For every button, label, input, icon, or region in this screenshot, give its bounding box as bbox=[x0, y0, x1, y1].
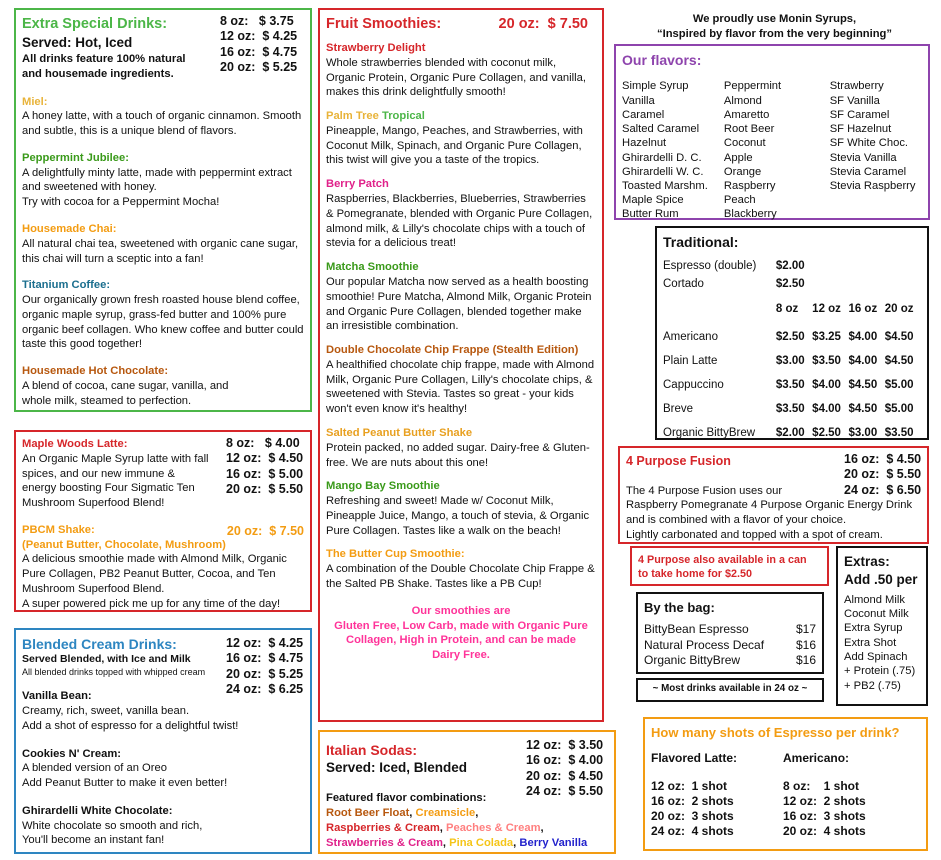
traditional-row bbox=[663, 421, 921, 445]
flavor-item: Stevia Raspberry bbox=[829, 180, 916, 192]
flavor-item: Maple Spice bbox=[622, 194, 684, 207]
extras-item: + PB2 (.75) bbox=[844, 679, 901, 692]
cortado-row bbox=[663, 275, 921, 293]
blended-item bbox=[22, 747, 304, 791]
blended-served: Served Blended, with Ice and Milk bbox=[22, 653, 191, 666]
flavor-item: Vanilla bbox=[622, 94, 655, 107]
shots-title: How many shots of Espresso per drink? bbox=[651, 725, 900, 740]
italian-combo-label: Featured flavor combinations: bbox=[326, 792, 487, 805]
extras-item: Add Spinach bbox=[844, 650, 908, 663]
smoothie-item bbox=[326, 343, 596, 417]
flavor-item: Raspberry bbox=[723, 180, 776, 192]
smoothie-item-name bbox=[326, 426, 596, 441]
espresso-label: Espresso (double) bbox=[663, 259, 757, 272]
smoothie-item-desc: Our popular Matcha now served as a health boosting smoothie! Pure Matcha, Almond Milk, Organic Protein and Organic Pure Collagen, blended together make an irresistible combination. bbox=[326, 275, 592, 333]
extra-item bbox=[22, 151, 304, 210]
smoothie-name-part: Strawberry Delight bbox=[326, 42, 426, 54]
smoothies-title: Fruit Smoothies: bbox=[326, 16, 442, 32]
extras-item: Coconut Milk bbox=[844, 607, 909, 620]
smoothie-item-desc: Raspberries, Blackberries, Blueberries, Strawberries & Pomegranate, blended with Organic Pure Collagen, almond milk, & Lilly's chocolate chips with a touch of stevia for a delicious treat! bbox=[326, 193, 593, 250]
smoothie-item-desc: A healthified chocolate chip frappe, made with Almond Milk, Organic Pure Collagen, Lilly's chocolate chips, & sweetened with Stevia. Tastes so great - your kids won't even know it's healthy! bbox=[326, 358, 595, 416]
traditional-price: $2.00 bbox=[775, 426, 805, 439]
can-box bbox=[630, 546, 829, 586]
pbcm-section bbox=[22, 523, 304, 612]
smoothie-item bbox=[326, 479, 596, 538]
smoothie-name-part: Berry Patch bbox=[326, 178, 389, 191]
traditional-drink: Americano bbox=[663, 330, 718, 343]
blended-item-name: Vanilla Bean: bbox=[22, 690, 92, 703]
extra-special-served: Served: Hot, Iced bbox=[22, 35, 133, 51]
fusion-prices: 16 oz: $ 4.50 20 oz: $ 5.50 24 oz: $ 6.50 bbox=[844, 452, 922, 497]
traditional-price: $4.00 bbox=[812, 378, 841, 391]
monin-line1: We proudly use Monin Syrups, bbox=[692, 13, 857, 25]
flavor-item: SF White Choc. bbox=[829, 137, 909, 150]
smoothie-item-desc: Whole strawberries blended with coconut milk, Organic Protein, Organic Pure Collagen, and vanilla, makes this drink delightfully smooth! bbox=[326, 56, 586, 99]
smoothie-item-name bbox=[326, 177, 596, 192]
extras-item: Extra Syrup bbox=[844, 622, 903, 635]
bag-item bbox=[644, 638, 816, 653]
smoothie-name-part: The Butter Cup Smoothie: bbox=[326, 548, 465, 561]
smoothies-price: 20 oz: $ 7.50 bbox=[498, 16, 588, 32]
flavor-item: Simple Syrup bbox=[622, 80, 689, 93]
italian-prices: 12 oz: $ 3.50 16 oz: $ 4.00 20 oz: $ 4.50 24 oz: $ 5.50 bbox=[526, 738, 604, 798]
smoothie-item bbox=[326, 426, 596, 470]
smoothie-items bbox=[326, 41, 596, 592]
size-header: 8 oz bbox=[775, 302, 799, 315]
shots-columns bbox=[651, 751, 920, 839]
traditional-drink: Organic BittyBrew bbox=[663, 426, 756, 439]
smoothie-name-part: Palm Tree bbox=[326, 110, 382, 123]
flavors-title: Our flavors: bbox=[622, 52, 702, 68]
blended-items bbox=[22, 689, 304, 848]
extras-item: Almond Milk bbox=[844, 593, 905, 606]
extras-box bbox=[836, 546, 928, 706]
flavor-item: Blackberry bbox=[723, 208, 777, 221]
shots-col-americano bbox=[783, 751, 866, 839]
italian-combo: Pina Colada bbox=[449, 836, 514, 849]
traditional-price: $4.50 bbox=[884, 354, 914, 367]
blended-item-desc: A blended version of an Oreo Add Peanut Butter to make it even better! bbox=[22, 762, 228, 790]
pbcm-title: PBCM Shake: bbox=[22, 523, 95, 536]
can-text: 4 Purpose also available in a can to take home for $2.50 bbox=[638, 554, 807, 581]
traditional-price: $2.50 bbox=[775, 330, 805, 343]
smoothie-item bbox=[326, 177, 596, 251]
flavor-item: Stevia Vanilla bbox=[829, 151, 897, 164]
flavors-col-3 bbox=[830, 79, 922, 221]
flavor-item: Hazelnut bbox=[622, 137, 667, 150]
extra-special-items bbox=[22, 95, 304, 409]
flavor-item: Peppermint bbox=[723, 80, 782, 93]
shots-col2-title: Americano: bbox=[783, 751, 850, 766]
blended-note: All blended drinks topped with whipped cream bbox=[22, 667, 206, 678]
fusion-title: 4 Purpose Fusion bbox=[626, 454, 731, 468]
flavor-item: Ghirardelli W. C. bbox=[622, 165, 704, 178]
traditional-drink: Plain Latte bbox=[663, 354, 718, 367]
smoothie-item-name bbox=[326, 41, 596, 56]
traditional-price: $5.00 bbox=[884, 378, 914, 391]
blended-title: Blended Cream Drinks: bbox=[22, 636, 177, 652]
bag-note: ~ Most drinks available in 24 oz ~ bbox=[652, 683, 808, 694]
smoothie-name-part: Salted Peanut Butter Shake bbox=[326, 426, 473, 439]
flavor-item: SF Vanilla bbox=[829, 94, 880, 107]
blended-item-name: Cookies N' Cream: bbox=[22, 747, 122, 760]
shots-col2-list bbox=[783, 779, 866, 839]
bag-title: By the bag: bbox=[644, 600, 715, 615]
traditional-price: $3.50 bbox=[775, 378, 805, 391]
shots-americano-row: 8 oz: 1 shot bbox=[783, 778, 860, 793]
smoothie-item bbox=[326, 547, 596, 591]
italian-combo: , bbox=[409, 807, 416, 820]
traditional-table bbox=[663, 257, 921, 445]
extras-item: + Protein (.75) bbox=[844, 665, 916, 678]
shots-col1-title: Flavored Latte: bbox=[651, 751, 738, 766]
fusion-desc: The 4 Purpose Fusion uses our Raspberry Pomegranate 4 Purpose Organic Energy Drink and is combined with a flavor of your choice. Lightly carbonated and topped with a spot of cream. bbox=[626, 484, 913, 541]
traditional-price: $3.25 bbox=[812, 330, 841, 343]
flavor-item: SF Caramel bbox=[829, 108, 890, 121]
shots-col-latte bbox=[651, 751, 783, 839]
italian-combo: Creamsicle bbox=[415, 807, 476, 820]
blended-item-desc: White chocolate so smooth and rich, You'll become an instant fan! bbox=[22, 819, 203, 847]
extra-special-note: All drinks feature 100% natural and housemade ingredients. bbox=[22, 52, 186, 80]
extra-special-prices: 8 oz: $ 3.75 12 oz: $ 4.25 16 oz: $ 4.75 20 oz: $ 5.25 bbox=[220, 14, 298, 74]
flavor-item: SF Hazelnut bbox=[829, 123, 892, 136]
italian-combos bbox=[326, 806, 608, 850]
bag-item-price: $16 bbox=[795, 637, 816, 652]
flavor-item: Orange bbox=[723, 165, 762, 178]
flavors-box bbox=[614, 44, 930, 220]
flavor-item: Coconut bbox=[723, 137, 766, 150]
bag-note-box bbox=[636, 678, 824, 702]
traditional-price: $4.50 bbox=[884, 330, 914, 343]
traditional-row bbox=[663, 325, 921, 349]
bag-box bbox=[636, 592, 824, 674]
extra-item-desc: A honey latte, with a touch of organic cinnamon. Smooth and subtle, this is a unique blend of flavors. bbox=[22, 110, 302, 138]
traditional-drink: Cappuccino bbox=[663, 378, 724, 391]
italian-combo: , bbox=[475, 807, 479, 820]
extra-item bbox=[22, 95, 304, 139]
extra-item-name: Peppermint Jubilee: bbox=[22, 151, 129, 164]
monin-line2: “Inspired by flavor from the very beginning” bbox=[657, 27, 892, 40]
traditional-row bbox=[663, 349, 921, 373]
flavor-item: Apple bbox=[723, 151, 753, 164]
smoothie-item bbox=[326, 260, 596, 334]
flavors-col-2 bbox=[724, 79, 830, 221]
italian-served: Served: Iced, Blended bbox=[326, 760, 468, 776]
traditional-price: $5.00 bbox=[884, 402, 914, 415]
shots-col1-list bbox=[651, 779, 783, 839]
extras-subtitle: Add .50 per bbox=[844, 571, 918, 587]
maple-title: Maple Woods Latte: bbox=[22, 438, 128, 450]
smoothie-item-desc: Protein packed, no added sugar. Dairy-free & Gluten-free. We are nuts about this one! bbox=[326, 441, 590, 469]
blended-item bbox=[22, 804, 304, 848]
maple-desc: An Organic Maple Syrup latte with fall spices, and our new immune & energy boosting Four Sigmatic Ten Mushroom Superfood Blend! bbox=[22, 452, 209, 510]
extra-item-desc: All natural chai tea, sweetened with organic cane sugar, this chai will turn a sceptic into a fan! bbox=[22, 237, 299, 265]
flavor-item: Toasted Marshm. bbox=[622, 180, 708, 192]
fusion-box bbox=[618, 446, 929, 544]
blended-box bbox=[14, 628, 312, 854]
italian-box bbox=[318, 730, 616, 854]
blended-item-name: Ghirardelli White Chocolate: bbox=[22, 804, 173, 817]
smoothie-name-part: Double Chocolate Chip Frappe (Stealth Edition) bbox=[326, 344, 579, 357]
traditional-row bbox=[663, 373, 921, 397]
pbcm-subtitle: (Peanut Butter, Chocolate, Mushroom) bbox=[22, 538, 226, 551]
smoothie-item bbox=[326, 109, 596, 168]
smoothie-item-name bbox=[326, 343, 596, 358]
bag-item-name: BittyBean Espresso bbox=[644, 622, 749, 637]
bag-item-price: $17 bbox=[795, 622, 816, 637]
extra-item-desc: Our organically grown fresh roasted house blend coffee, organic maple syrup, grass-fed butter and 100% pure organic beef collagen. Who knew coffee and butter could taste this good together! bbox=[22, 294, 304, 351]
smoothie-item-name bbox=[326, 109, 596, 124]
flavor-item: Stevia Caramel bbox=[829, 165, 907, 178]
bag-item bbox=[644, 653, 816, 668]
size-header: 12 oz bbox=[812, 302, 841, 315]
smoothie-item-name bbox=[326, 260, 596, 275]
shots-box bbox=[643, 717, 928, 851]
italian-combo: Strawberries & Cream bbox=[326, 836, 443, 849]
traditional-price: $4.00 bbox=[848, 330, 878, 343]
italian-combo: , bbox=[442, 836, 450, 849]
smoothie-item-name bbox=[326, 547, 596, 562]
traditional-drink: Breve bbox=[663, 402, 694, 415]
italian-combo: Peaches & Cream bbox=[446, 821, 541, 834]
pbcm-desc: A delicious smoothie made with Almond Milk, Organic Pure Collagen, PB2 Peanut Butter, Cocoa, and Ten Mushroom Superfood Blend. A super powered pick me up for any time of the day! bbox=[22, 553, 287, 610]
flavor-item: Salted Caramel bbox=[622, 123, 700, 136]
cortado-label: Cortado bbox=[663, 277, 704, 290]
traditional-price: $3.50 bbox=[812, 354, 841, 367]
smoothie-item-name bbox=[326, 479, 596, 494]
shots-americano-row: 12 oz: 2 shots bbox=[783, 793, 866, 808]
espresso-row bbox=[663, 257, 921, 275]
size-header: 16 oz bbox=[848, 302, 878, 315]
traditional-box bbox=[655, 226, 929, 440]
extras-title: Extras: bbox=[844, 554, 890, 569]
smoothie-item-desc: Refreshing and sweet! Made w/ Coconut Milk, Pineapple Juice, Mango, a touch of stevia, & Organic Pure Collagen. Tastes like a walk on the beach! bbox=[326, 495, 590, 537]
blended-item-desc: Creamy, rich, sweet, vanilla bean. Add a shot of espresso for a delightful twist! bbox=[22, 704, 239, 732]
bag-item-name: Natural Process Decaf bbox=[644, 637, 765, 652]
italian-combo: , bbox=[540, 821, 544, 834]
shots-latte-row: 20 oz: 3 shots bbox=[651, 808, 734, 823]
smoothies-box bbox=[318, 8, 604, 722]
traditional-row bbox=[663, 397, 921, 421]
extra-item-desc: A blend of cocoa, cane sugar, vanilla, and whole milk, steamed to perfection. bbox=[22, 380, 229, 407]
extra-item-name: Housemade Chai: bbox=[22, 222, 117, 235]
traditional-price: $3.00 bbox=[775, 354, 805, 367]
italian-combo: Raspberries & Cream bbox=[326, 821, 440, 834]
shots-americano-row: 16 oz: 3 shots bbox=[783, 808, 866, 823]
bag-items bbox=[644, 622, 816, 668]
smoothie-name-part2: Tropical bbox=[381, 110, 425, 123]
maple-prices: 8 oz: $ 4.00 12 oz: $ 4.50 16 oz: $ 5.00 20 oz: $ 5.50 bbox=[226, 436, 304, 496]
traditional-price: $3.50 bbox=[884, 426, 914, 439]
traditional-price: $4.50 bbox=[848, 402, 878, 415]
extra-item-name: Housemade Hot Chocolate: bbox=[22, 365, 169, 378]
shots-latte-row: 16 oz: 2 shots bbox=[651, 793, 734, 808]
flavor-item: Peach bbox=[723, 194, 756, 207]
traditional-price: $4.00 bbox=[812, 402, 841, 415]
flavor-item: Ghirardelli D. C. bbox=[622, 151, 702, 164]
espresso-price: $2.00 bbox=[775, 259, 805, 272]
maple-box bbox=[14, 430, 312, 612]
flavor-item: Butter Rum bbox=[622, 208, 679, 221]
italian-combo: Root Beer Float bbox=[326, 807, 410, 820]
flavor-item: Caramel bbox=[622, 108, 665, 121]
bag-item-name: Organic BittyBrew bbox=[644, 652, 741, 667]
blended-prices: 12 oz: $ 4.25 16 oz: $ 4.75 20 oz: $ 5.25 24 oz: $ 6.25 bbox=[226, 636, 304, 696]
extra-item-name: Titanium Coffee: bbox=[22, 279, 111, 292]
shots-americano-row: 20 oz: 4 shots bbox=[783, 823, 866, 838]
traditional-title: Traditional: bbox=[663, 234, 739, 250]
traditional-price: $3.50 bbox=[775, 402, 805, 415]
size-header: 20 oz bbox=[884, 302, 914, 315]
size-header-row bbox=[663, 293, 921, 325]
monin-header bbox=[612, 12, 937, 42]
extras-item: Extra Shot bbox=[844, 636, 897, 649]
flavor-item: Root Beer bbox=[723, 123, 775, 136]
italian-combo: Berry Vanilla bbox=[519, 836, 588, 849]
bag-item-price: $16 bbox=[795, 652, 816, 667]
extra-item bbox=[22, 364, 304, 408]
size-header-blank bbox=[663, 293, 776, 325]
smoothie-name-part: Matcha Smoothie bbox=[326, 261, 419, 274]
shots-latte-row: 24 oz: 4 shots bbox=[651, 823, 734, 838]
traditional-price: $3.00 bbox=[848, 426, 878, 439]
extra-special-title: Extra Special Drinks: bbox=[22, 16, 168, 32]
flavor-item: Almond bbox=[723, 94, 762, 107]
extra-special-box bbox=[14, 8, 312, 412]
smoothie-item bbox=[326, 41, 596, 100]
extra-item bbox=[22, 222, 304, 266]
italian-combo: , bbox=[513, 836, 520, 849]
smoothie-item-desc: A combination of the Double Chocolate Chip Frappe & the Salted PB Shake. Tastes like a PB Cup! bbox=[326, 563, 595, 590]
italian-title: Italian Sodas: bbox=[326, 742, 418, 758]
smoothie-item-desc: Pineapple, Mango, Peaches, and Strawberries, with Coconut Milk, Spinach, and Organic Pure Collagen, this twist will give you a taste of the tropics. bbox=[326, 124, 583, 167]
smoothies-footer: Our smoothies are Gluten Free, Low Carb, made with Organic Pure Collagen, High in Protein, and can be made Dairy Free. bbox=[334, 604, 588, 662]
italian-combo: , bbox=[439, 821, 447, 834]
smoothie-name-part: Mango Bay Smoothie bbox=[326, 480, 440, 493]
pbcm-price: 20 oz: $ 7.50 bbox=[226, 523, 304, 538]
cortado-price: $2.50 bbox=[775, 277, 805, 290]
extra-item-name: Miel: bbox=[22, 95, 48, 108]
flavor-item: Amaretto bbox=[723, 108, 770, 121]
traditional-price: $2.50 bbox=[812, 426, 841, 439]
flavors-col-1 bbox=[622, 79, 724, 221]
traditional-rows bbox=[663, 325, 921, 445]
traditional-price: $4.50 bbox=[848, 378, 878, 391]
extras-items bbox=[844, 593, 920, 693]
extra-item-desc: A delightfully minty latte, made with peppermint extract and sweetened with honey. Try with cocoa for a Peppermint Mocha! bbox=[22, 166, 292, 209]
bag-item bbox=[644, 622, 816, 637]
shots-latte-row: 12 oz: 1 shot bbox=[651, 778, 728, 793]
flavors-columns bbox=[622, 79, 922, 221]
extra-item bbox=[22, 278, 304, 352]
traditional-price: $4.00 bbox=[848, 354, 878, 367]
flavor-item: Strawberry bbox=[829, 80, 884, 93]
